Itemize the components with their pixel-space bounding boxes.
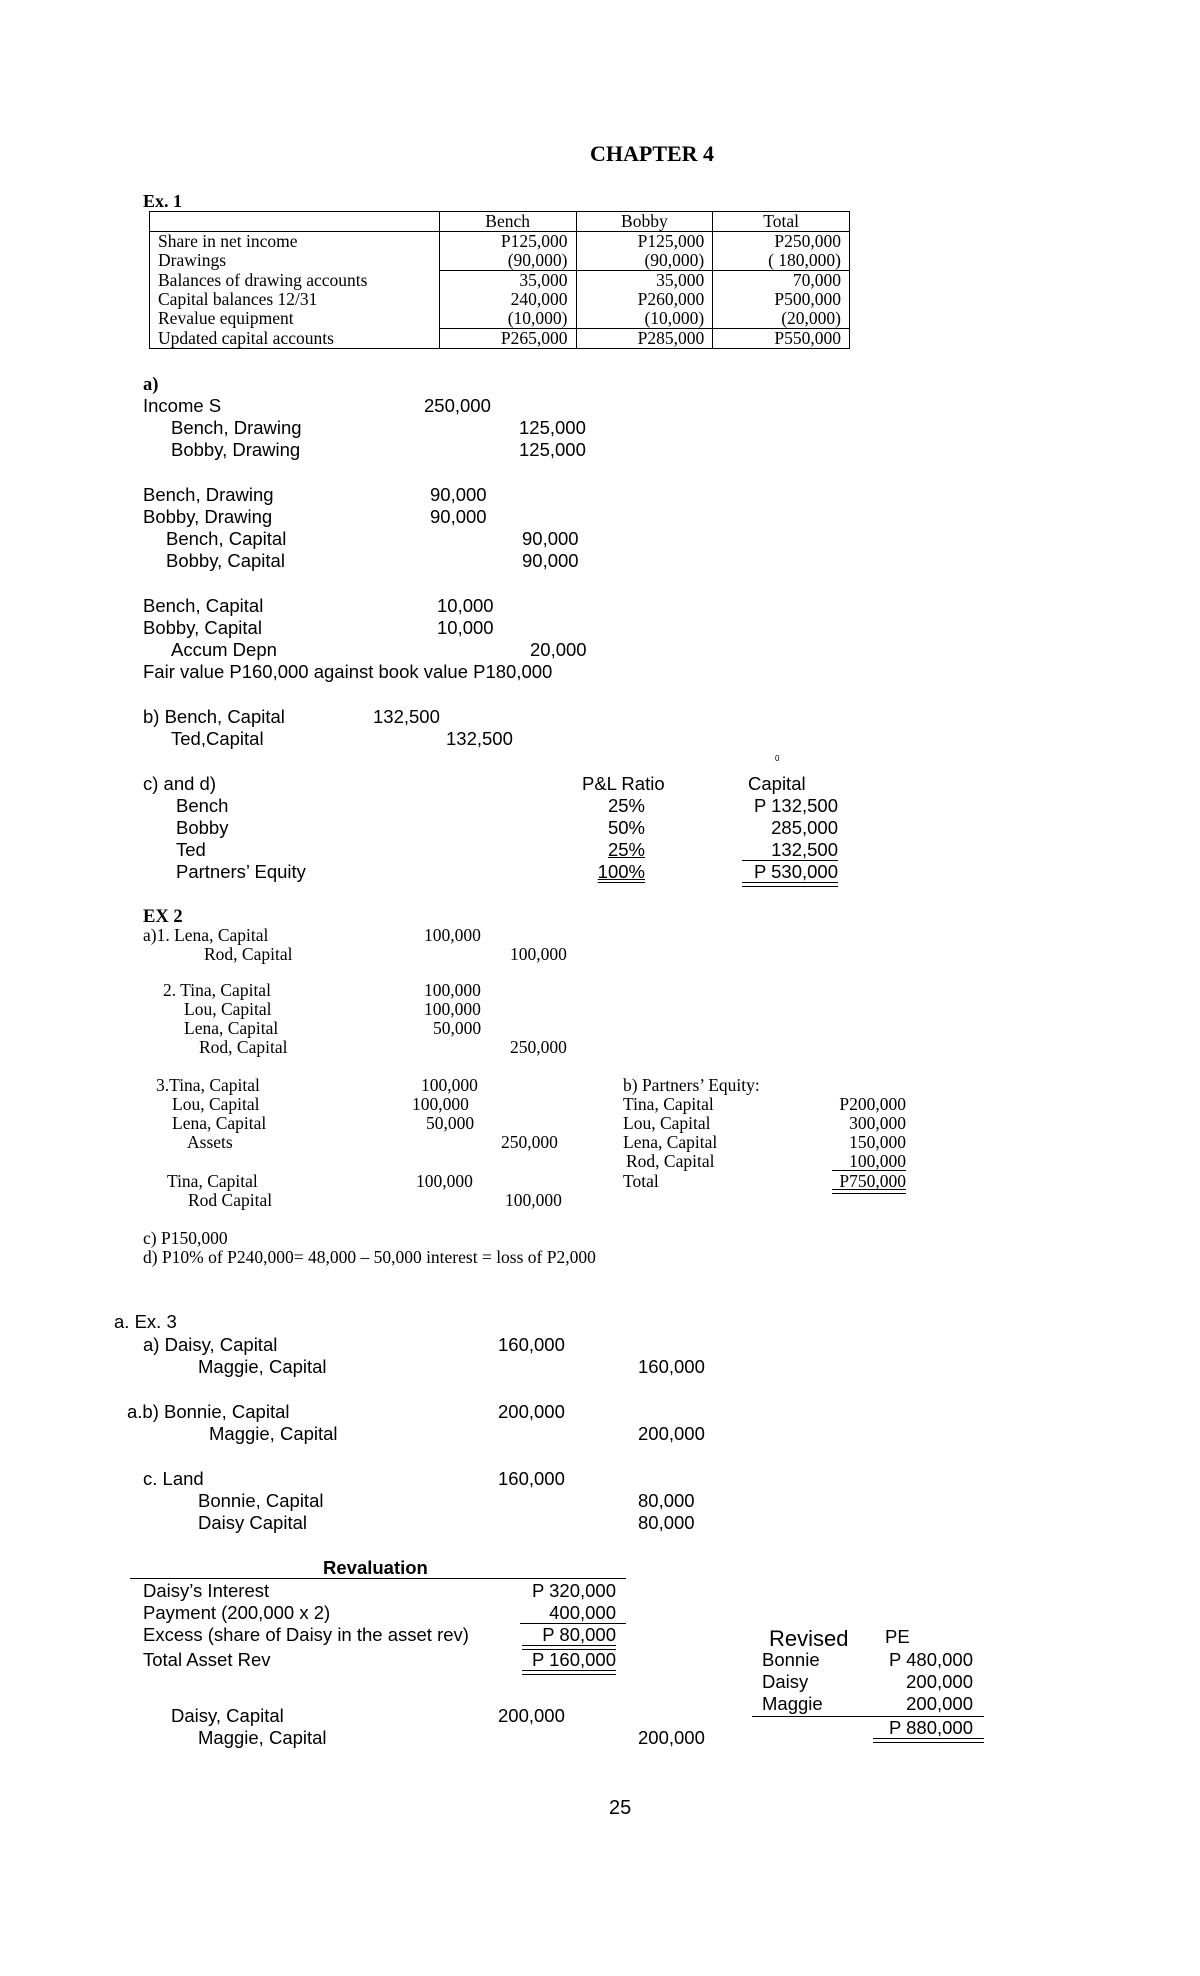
account-name: Assets xyxy=(187,1132,233,1152)
table-header-cell: Bench xyxy=(439,212,576,232)
capital-header: Capital xyxy=(748,773,806,794)
partner-name: Maggie xyxy=(762,1693,823,1714)
partner-amount: P750,000 xyxy=(839,1171,906,1191)
table-cell: P125,000 xyxy=(576,232,713,252)
table-cell: (90,000) xyxy=(439,251,576,271)
revaluation-amount: P 160,000 xyxy=(531,1649,616,1670)
ratio-value: 25% xyxy=(607,839,645,860)
capital-value: P 530,000 xyxy=(753,861,838,882)
debit-amount: 160,000 xyxy=(498,1468,565,1489)
credit-amount: 90,000 xyxy=(522,528,579,549)
account-name: Bench, Capital xyxy=(166,528,287,549)
table-cell: P285,000 xyxy=(576,329,713,349)
credit-amount: 125,000 xyxy=(519,439,586,460)
table-header-cell: Total xyxy=(713,212,850,232)
table-cell: P125,000 xyxy=(439,232,576,252)
account-name: 3.Tina, Capital xyxy=(156,1075,260,1095)
credit-amount: 200,000 xyxy=(638,1727,705,1748)
table-cell: P250,000 xyxy=(713,232,850,252)
table-header-row xyxy=(150,212,850,232)
debit-amount: 90,000 xyxy=(430,484,487,505)
ex3-heading: a. Ex. 3 xyxy=(114,1311,177,1332)
credit-amount: 90,000 xyxy=(522,550,579,571)
partner-name: Bench xyxy=(176,795,229,816)
account-name: Bobby, Capital xyxy=(143,617,262,638)
total-double-rule xyxy=(873,1738,984,1743)
partner-name: Ted xyxy=(176,839,206,860)
debit-amount: 10,000 xyxy=(437,617,494,638)
total-double-rule xyxy=(742,882,838,887)
table-cell: Drawings xyxy=(158,250,227,271)
credit-amount: 250,000 xyxy=(501,1132,558,1152)
total-double-rule xyxy=(522,1645,616,1650)
account-name: c. Land xyxy=(143,1468,204,1489)
account-name: Lou, Capital xyxy=(172,1094,260,1114)
account-name: Ted,Capital xyxy=(171,728,264,749)
account-name: Bench, Capital xyxy=(143,595,264,616)
revaluation-amount: P 320,000 xyxy=(531,1580,616,1601)
account-name: Lou, Capital xyxy=(184,999,272,1019)
account-name: Rod, Capital xyxy=(204,944,293,964)
credit-amount: 80,000 xyxy=(638,1490,695,1511)
pe-header: PE xyxy=(885,1626,910,1647)
partner-amount: 150,000 xyxy=(849,1132,906,1152)
account-name: Income S xyxy=(143,395,222,416)
credit-amount: 80,000 xyxy=(638,1512,695,1533)
debit-amount: 100,000 xyxy=(424,980,481,1000)
partner-name: Lou, Capital xyxy=(623,1113,711,1133)
partner-amount: P 480,000 xyxy=(888,1649,973,1670)
partner-amount: P200,000 xyxy=(839,1094,906,1114)
account-name: Tina, Capital xyxy=(167,1171,258,1191)
part-label: b) Partners’ Equity: xyxy=(623,1075,760,1095)
ratio-header: P&L Ratio xyxy=(582,773,665,794)
account-name: Bonnie, Capital xyxy=(198,1490,324,1511)
answer-c: c) P150,000 xyxy=(143,1228,228,1248)
table-row xyxy=(150,329,850,349)
account-name: Daisy, Capital xyxy=(171,1705,284,1726)
partner-name: Partners’ Equity xyxy=(176,861,306,882)
table-cell: P550,000 xyxy=(713,329,850,349)
account-name: Lena, Capital xyxy=(172,1113,267,1133)
part-label: c) and d) xyxy=(143,773,217,794)
partner-name: Daisy xyxy=(762,1671,809,1692)
ratio-value: 25% xyxy=(607,795,645,816)
capital-accounts-table xyxy=(149,211,850,349)
small-mark: 0 xyxy=(775,754,780,763)
debit-amount: 100,000 xyxy=(412,1094,469,1114)
table-cell: Revalue equipment xyxy=(158,308,294,329)
partner-amount: P 880,000 xyxy=(888,1717,973,1738)
credit-amount: 100,000 xyxy=(505,1190,562,1210)
subtotal-rule xyxy=(742,860,838,861)
account-name: a) Daisy, Capital xyxy=(143,1334,278,1355)
table-cell: P260,000 xyxy=(576,290,713,309)
account-name: Maggie, Capital xyxy=(198,1727,327,1748)
revaluation-label: Total Asset Rev xyxy=(143,1649,271,1670)
capital-value: 285,000 xyxy=(771,817,838,838)
debit-amount: 200,000 xyxy=(498,1401,565,1422)
account-name: Bench, Drawing xyxy=(171,417,302,438)
account-name: Maggie, Capital xyxy=(209,1423,338,1444)
debit-amount: 90,000 xyxy=(430,506,487,527)
capital-value: P 132,500 xyxy=(753,795,838,816)
table-cell: Updated capital accounts xyxy=(158,327,334,348)
chapter-title: CHAPTER 4 xyxy=(590,141,715,166)
debit-amount: 160,000 xyxy=(498,1334,565,1355)
table-row xyxy=(150,232,850,252)
fair-value-note: Fair value P160,000 against book value P180,000 xyxy=(143,661,553,682)
table-cell: 70,000 xyxy=(713,271,850,291)
answer-d: d) P10% of P240,000= 48,000 – 50,000 interest = loss of P2,000 xyxy=(143,1247,596,1267)
table-cell: P500,000 xyxy=(713,290,850,309)
debit-amount: 50,000 xyxy=(426,1113,475,1133)
revised-title: Revised xyxy=(769,1626,849,1651)
revaluation-amount: P 80,000 xyxy=(542,1624,616,1645)
partner-name: Rod, Capital xyxy=(626,1151,715,1171)
table-cell: Share in net income xyxy=(158,231,298,251)
account-name: Bench, Drawing xyxy=(143,484,274,505)
debit-amount: 50,000 xyxy=(433,1018,482,1038)
debit-amount: 100,000 xyxy=(424,925,481,945)
subtotal-rule xyxy=(832,1170,906,1171)
ratio-value: 100% xyxy=(597,861,645,882)
total-double-rule xyxy=(832,1189,906,1194)
table-cell: (90,000) xyxy=(576,251,713,271)
partner-name: Lena, Capital xyxy=(623,1132,718,1152)
table-cell: Capital balances 12/31 xyxy=(158,289,318,309)
debit-amount: 132,500 xyxy=(373,706,440,727)
debit-amount: 10,000 xyxy=(437,595,494,616)
partner-amount: 200,000 xyxy=(906,1671,973,1692)
revaluation-rule xyxy=(130,1578,626,1579)
table-row xyxy=(150,309,850,329)
partner-amount: 100,000 xyxy=(849,1151,906,1171)
account-name: Bobby, Drawing xyxy=(171,439,301,460)
debit-amount: 200,000 xyxy=(498,1705,565,1726)
account-name: Accum Depn xyxy=(171,639,277,660)
credit-amount: 100,000 xyxy=(510,944,567,964)
subtotal-rule xyxy=(520,1623,626,1624)
table-cell: 35,000 xyxy=(439,271,576,291)
table-header-cell: Bobby xyxy=(576,212,713,232)
ex2-heading: EX 2 xyxy=(143,907,183,927)
partner-name: Tina, Capital xyxy=(623,1094,714,1114)
account-name: Lena, Capital xyxy=(184,1018,279,1038)
table-cell: (10,000) xyxy=(439,309,576,329)
revaluation-label: Payment (200,000 x 2) xyxy=(143,1602,331,1623)
table-row xyxy=(150,290,850,309)
ratio-value: 50% xyxy=(607,817,645,838)
credit-amount: 250,000 xyxy=(510,1037,567,1057)
total-double-rule xyxy=(522,1670,616,1675)
account-name: b) Bench, Capital xyxy=(143,706,285,727)
account-name: 2. Tina, Capital xyxy=(163,980,271,1000)
partner-amount: 300,000 xyxy=(849,1113,906,1133)
revaluation-amount: 400,000 xyxy=(549,1602,616,1623)
account-name: Bobby, Drawing xyxy=(143,506,273,527)
table-cell: ( 180,000) xyxy=(713,251,850,271)
capital-value: 132,500 xyxy=(771,839,838,860)
table-row xyxy=(150,271,850,291)
credit-amount: 132,500 xyxy=(446,728,513,749)
partner-name: Total xyxy=(623,1171,659,1191)
debit-amount: 100,000 xyxy=(421,1075,478,1095)
credit-amount: 160,000 xyxy=(638,1356,705,1377)
revaluation-label: Daisy’s Interest xyxy=(143,1580,270,1601)
account-name: Rod Capital xyxy=(188,1190,273,1210)
table-cell: (20,000) xyxy=(713,309,850,329)
table-cell: 240,000 xyxy=(439,290,576,309)
revaluation-label: Excess (share of Daisy in the asset rev) xyxy=(143,1624,469,1645)
subtotal-rule xyxy=(752,1716,984,1717)
credit-amount: 200,000 xyxy=(638,1423,705,1444)
account-name: Daisy Capital xyxy=(198,1512,307,1533)
partner-name: Bobby xyxy=(176,817,229,838)
part-label: a) xyxy=(143,375,159,395)
debit-amount: 100,000 xyxy=(416,1171,473,1191)
account-name: Rod, Capital xyxy=(199,1037,288,1057)
table-cell: Balances of drawing accounts xyxy=(158,269,368,290)
partner-name: Bonnie xyxy=(762,1649,820,1670)
debit-amount: 100,000 xyxy=(424,999,481,1019)
revaluation-title: Revaluation xyxy=(323,1557,428,1578)
table-cell: 35,000 xyxy=(576,271,713,291)
credit-amount: 125,000 xyxy=(519,417,586,438)
page-number: 25 xyxy=(609,1797,632,1819)
account-name: a)1. Lena, Capital xyxy=(143,925,269,945)
account-name: Bobby, Capital xyxy=(166,550,285,571)
table-cell: (10,000) xyxy=(576,309,713,329)
credit-amount: 20,000 xyxy=(530,639,587,660)
ex1-heading: Ex. 1 xyxy=(143,191,183,211)
partner-amount: 200,000 xyxy=(906,1693,973,1714)
table-header-cell xyxy=(150,212,440,232)
account-name: Maggie, Capital xyxy=(198,1356,327,1377)
account-name: a.b) Bonnie, Capital xyxy=(127,1401,290,1422)
table-row xyxy=(150,251,850,271)
table-cell: P265,000 xyxy=(439,329,576,349)
debit-amount: 250,000 xyxy=(424,395,491,416)
